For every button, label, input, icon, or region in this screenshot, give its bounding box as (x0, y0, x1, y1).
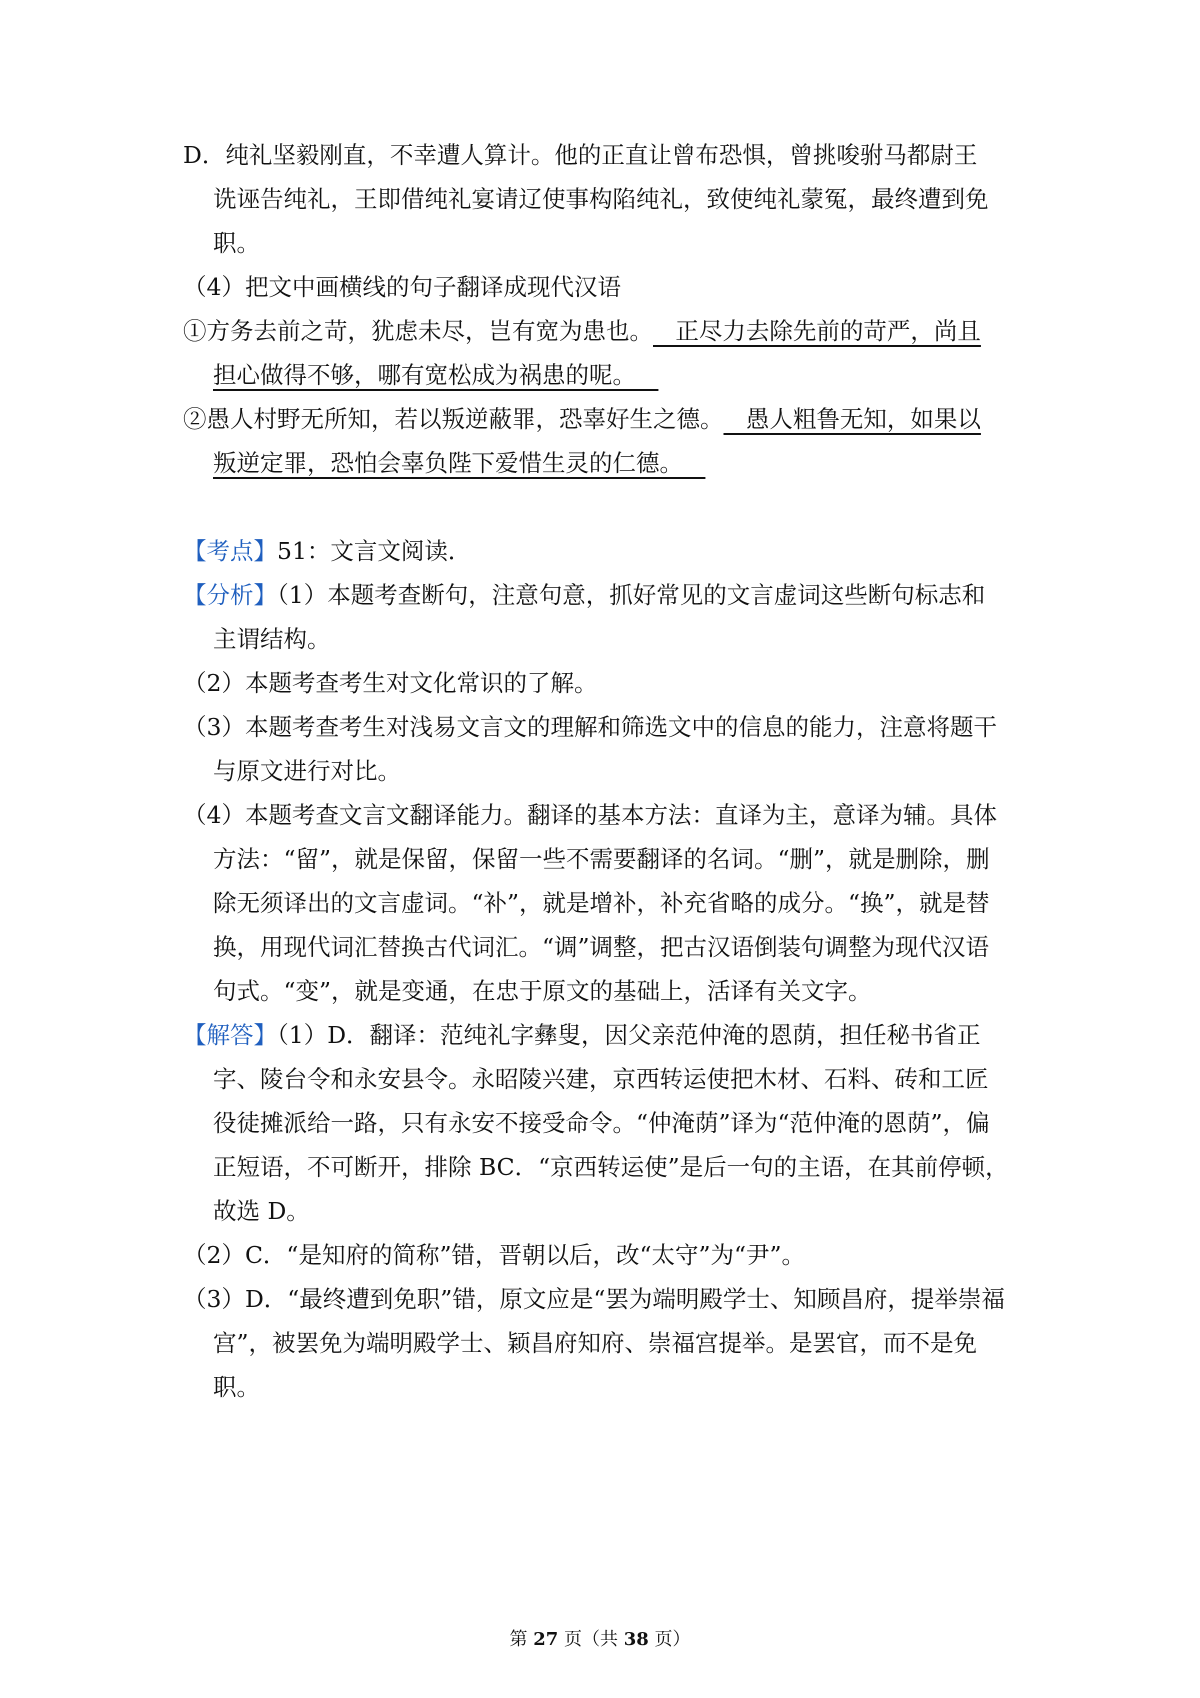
jieda-tag: 【解答】 (183, 1021, 277, 1049)
translation-1-line-1 (183, 315, 981, 347)
jieda-line-4: 正短语，不可断开，排除 BC．“京西转运使”是后一句的主语，在其前停顿， (213, 1153, 1009, 1181)
fenxi-line-8: 除无须译出的文言虚词。“补”，就是增补，补充省略的成分。“换”，就是替 (213, 889, 990, 917)
fenxi-line-4: （3）本题考查考生对浅易文言文的理解和筛选文中的信息的能力，注意将题干 (183, 713, 997, 741)
translation-1-answer-part-1: 正尽力去除先前的苛严，尚且 (653, 317, 981, 345)
jieda-line-8: 宫”，被罢免为端明殿学士、颖昌府知府、崇福宫提举。是罢官，而不是免 (213, 1329, 978, 1357)
jieda-line-5: 故选 D。 (213, 1197, 310, 1225)
fenxi-line-3: （2）本题考查考生对文化常识的了解。 (183, 669, 598, 697)
jieda-line-3: 役徒摊派给一路，只有永安不接受命令。“仲淹荫”译为“范仲淹的恩荫”，偏 (213, 1109, 990, 1137)
translation-1-source: ①方务去前之苛，犹虑未尽，岂有宽为患也。 (183, 317, 653, 345)
footer-total-pages: 38 (623, 1629, 649, 1650)
kaodian-line (183, 535, 471, 567)
footer-middle: 页（共 (558, 1629, 624, 1650)
fenxi-line-7: 方法：“留”，就是保留，保留一些不需要翻译的名词。“删”，就是删除，删 (213, 845, 990, 873)
page-footer (0, 1628, 1200, 1652)
jieda-line-9: 职。 (213, 1373, 260, 1401)
jieda-line-2: 字、陵台令和永安县令。永昭陵兴建，京西转运使把木材、石料、砖和工匠 (213, 1065, 989, 1093)
option-d-line-3: 职。 (213, 229, 260, 257)
fenxi-line-2: 主谓结构。 (213, 625, 331, 653)
option-d-line-2: 诜诬告纯礼，王即借纯礼宴请辽使事构陷纯礼，致使纯礼蒙冤，最终遭到免 (213, 185, 989, 213)
fenxi-line-6: （4）本题考查文言文翻译能力。翻译的基本方法：直译为主，意译为辅。具体 (183, 801, 997, 829)
footer-prefix: 第 (509, 1629, 534, 1650)
jieda-line-7: （3）D．“最终遭到免职”错，原文应是“罢为端明殿学士、知顾昌府，提举崇福 (183, 1285, 1005, 1313)
kaodian-tag: 【考点】 (183, 537, 277, 565)
question-4-title: （4）把文中画横线的句子翻译成现代汉语 (183, 273, 621, 301)
jieda-line-1 (183, 1019, 981, 1051)
fenxi-text-1: （1）本题考查断句，注意句意，抓好常见的文言虚词这些断句标志和 (277, 581, 986, 609)
jieda-text-1: （1）D．翻译：范纯礼字彝叟，因父亲范仲淹的恩荫，担任秘书省正 (277, 1021, 981, 1049)
fenxi-tag: 【分析】 (183, 581, 277, 609)
kaodian-text: 51：文言文阅读． (277, 537, 472, 565)
option-d-line-1: D．纯礼坚毅刚直，不幸遭人算计。他的正直让曾布恐惧，曾挑唆驸马都尉王 (183, 141, 978, 169)
translation-2-line-1 (183, 403, 981, 435)
translation-2-line-2 (213, 447, 705, 479)
translation-1-answer-part-2: 担心做得不够，哪有宽松成为祸患的呢。 (213, 361, 659, 389)
footer-suffix: 页） (648, 1629, 691, 1650)
translation-2-source: ②愚人村野无所知，若以叛逆蔽罪，恐辜好生之德。 (183, 405, 724, 433)
fenxi-line-5: 与原文进行对比。 (213, 757, 401, 785)
jieda-line-6: （2）C．“是知府的简称”错，晋朝以后，改“太守”为“尹”。 (183, 1241, 806, 1269)
fenxi-line-1 (183, 579, 985, 611)
translation-1-line-2 (213, 359, 658, 391)
translation-2-answer-part-1: 愚人粗鲁无知，如果以 (723, 405, 981, 433)
fenxi-line-10: 句式。“变”，就是变通，在忠于原文的基础上，活译有关文字。 (213, 977, 872, 1005)
fenxi-line-9: 换，用现代词汇替换古代词汇。“调”调整，把古汉语倒装句调整为现代汉语 (213, 933, 990, 961)
footer-page-number: 27 (533, 1629, 559, 1650)
translation-2-answer-part-2: 叛逆定罪，恐怕会辜负陛下爱惜生灵的仁德。 (213, 449, 706, 477)
